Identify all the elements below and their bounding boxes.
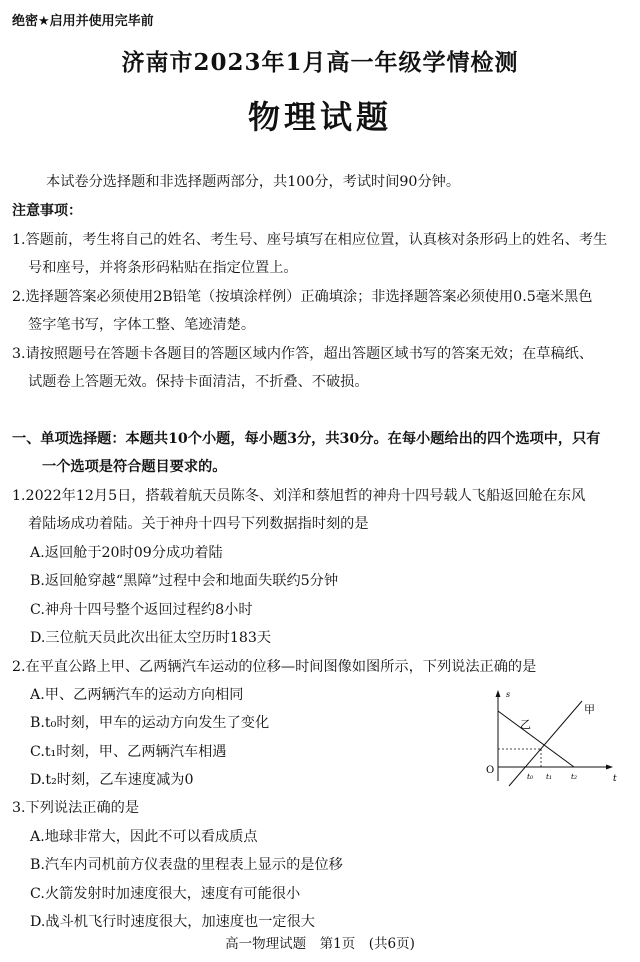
question-1-option-a: A.返回舱于20时09分成功着陆 — [30, 545, 223, 561]
question-1-stem-cont: 着陆场成功着陆。关于神舟十四号下列数据指时刻的是 — [28, 516, 369, 532]
t1-label: t₁ — [546, 772, 553, 781]
page-footer: 高一物理试题 第1页 (共6页) — [225, 936, 415, 952]
origin-label: O — [486, 765, 495, 776]
note-line: 3.请按照题号在答题卡各题目的答题区域内作答，超出答题区域书写的答案无效；在草稿纸、 — [12, 346, 594, 362]
confidential-label: 绝密★启用并使用完毕前 — [12, 14, 154, 29]
question-3-option-a: A.地球非常大，因此不可以看成质点 — [30, 829, 258, 845]
t-axis-arrow-icon — [606, 765, 613, 770]
note-line: 号和座号，并将条形码粘贴在指定位置上。 — [28, 260, 298, 276]
question-2-stem: 2.在平直公路上甲、乙两辆汽车运动的位移—时间图像如图所示，下列说法正确的是 — [12, 659, 537, 675]
t2-label: t₂ — [571, 772, 578, 781]
st-graph — [484, 688, 624, 788]
note-line: 1.答题前，考生将自己的姓名、考生号、座号填写在相应位置，认真核对条形码上的姓名、考生 — [12, 232, 608, 248]
question-3-option-c: C.火箭发射时加速度很大，速度有可能很小 — [30, 886, 301, 902]
question-1-option-d: D.三位航天员此次出征太空历时183天 — [30, 630, 272, 646]
question-3-stem: 3.下列说法正确的是 — [12, 800, 140, 816]
note-line: 2.选择题答案必须使用2B铅笔（按填涂样例）正确填涂；非选择题答案必须使用0.5毫米黑色 — [12, 289, 593, 305]
note-line: 试题卷上答题无效。保持卡面清洁，不折叠、不破损。 — [28, 374, 369, 390]
question-2-option-b: B.t₀时刻，甲车的运动方向发生了变化 — [30, 715, 270, 731]
subject-title: 物理试题 — [247, 98, 392, 136]
note-line: 签字笔书写，字体工整、笔迹清楚。 — [28, 317, 256, 333]
question-2-option-d: D.t₂时刻，乙车速度减为0 — [30, 772, 194, 788]
section-heading-cont: 一个选项是符合题目要求的。 — [42, 459, 227, 475]
question-3-option-d: D.战斗机飞行时速度很大，加速度也一定很大 — [30, 914, 315, 930]
s-axis-arrow-icon — [496, 690, 501, 697]
question-2-option-a: A.甲、乙两辆汽车的运动方向相同 — [30, 687, 244, 703]
s-axis-label: s — [506, 690, 511, 699]
question-1-stem: 1.2022年12月5日，搭载着航天员陈冬、刘洋和蔡旭哲的神舟十四号载人飞船返回舱在东风 — [12, 488, 586, 504]
notes-heading: 注意事项： — [12, 203, 82, 219]
question-2-option-c: C.t₁时刻，甲、乙两辆汽车相遇 — [30, 744, 227, 760]
exam-intro: 本试卷分选择题和非选择题两部分，共100分，考试时间90分钟。 — [46, 174, 461, 190]
question-1-option-b: B.返回舱穿越“黑障”过程中会和地面失联约5分钟 — [30, 573, 339, 589]
line-yi-label: 乙 — [520, 718, 531, 731]
line-jia-label: 甲 — [584, 703, 595, 716]
section-heading: 一、单项选择题：本题共10个小题，每小题3分，共30分。在每小题给出的四个选项中，只有 — [12, 431, 601, 447]
exam-title: 济南市2023年1月高一年级学情检测 — [121, 49, 519, 76]
t0-label: t₀ — [527, 772, 534, 781]
question-1-option-c: C.神舟十四号整个返回过程约8小时 — [30, 602, 253, 618]
t-axis-label: t — [613, 774, 617, 784]
question-3-option-b: B.汽车内司机前方仪表盘的里程表上显示的是位移 — [30, 857, 343, 873]
line-yi — [498, 711, 574, 767]
